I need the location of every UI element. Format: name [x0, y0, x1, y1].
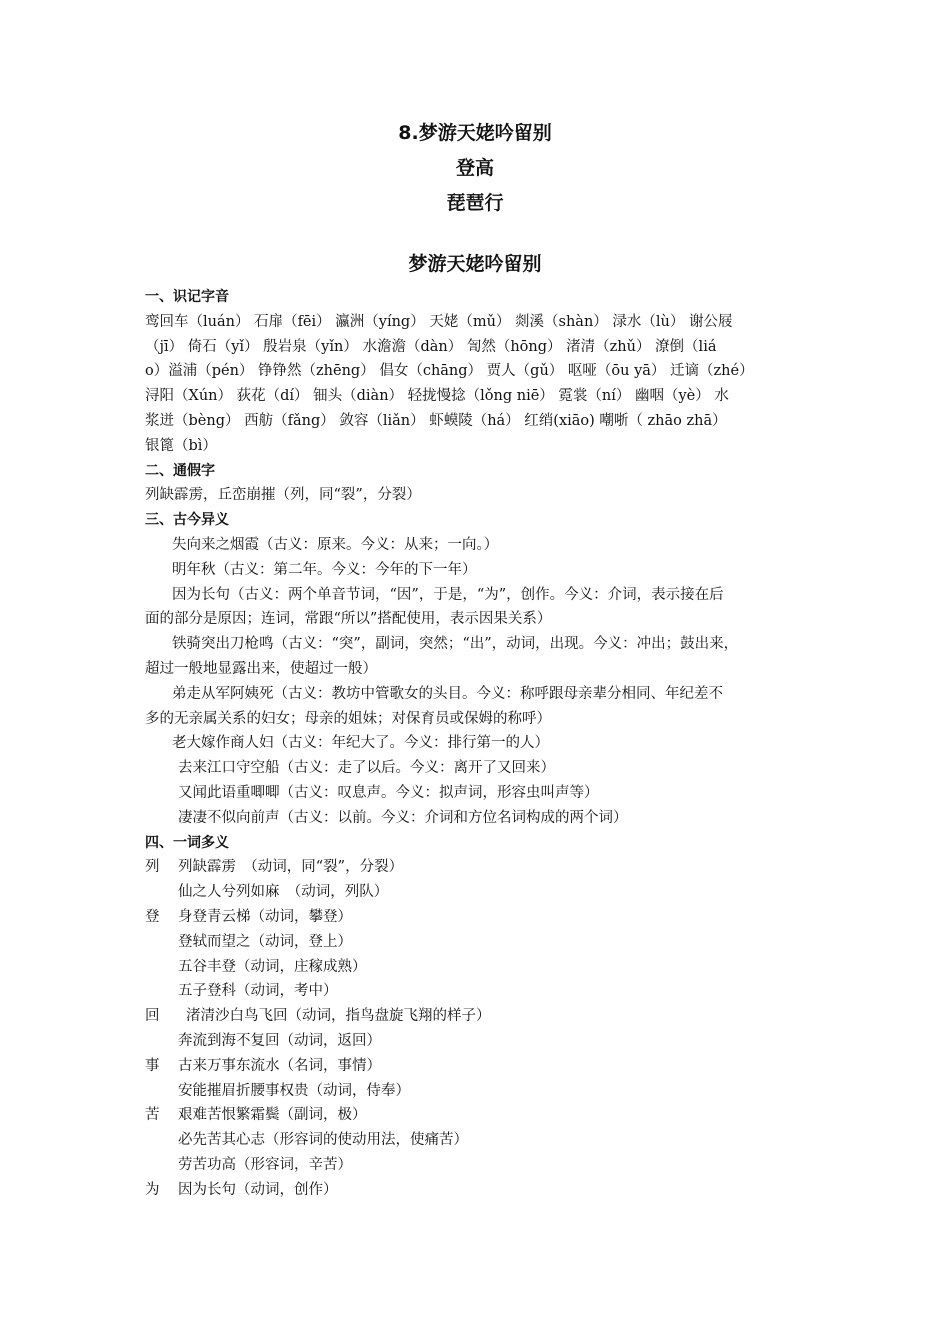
- polysemy-example: 五子登科（动词，考中）: [178, 983, 338, 1000]
- polysemy-row: [145, 1153, 820, 1178]
- meaning-line: 铁骑突出刀枪鸣（古义：“突”，副词，突然；“出”，动词，出现。今义：冲出；鼓出来，: [172, 636, 739, 653]
- meaning-line: 面的部分是原因；连词，常跟“所以”搭配使用，表示因果关系）: [145, 611, 552, 628]
- polysemy-char: 回: [145, 1008, 160, 1025]
- polysemy-row: [145, 880, 820, 905]
- polysemy-row: [145, 1029, 820, 1054]
- heading-interchangeable-chars: 二、通假字: [145, 462, 215, 479]
- meaning-line: 因为长句（古义：两个单音节词，“因”，于是，“为”，创作。今义：介词，表示接在后: [172, 586, 724, 603]
- polysemy-example: 身登青云梯（动词，攀登）: [178, 908, 352, 925]
- polysemy-char: 苦: [145, 1107, 160, 1124]
- heading-pronunciation: 一、识记字音: [145, 289, 229, 305]
- polysemy-example: 必先苦其心志（形容词的使动用法，使痛苦）: [178, 1132, 468, 1149]
- meaning-line: 老大嫁作商人妇（古义：年纪大了。今义：排行第一的人）: [172, 735, 549, 752]
- polysemy-example: 因为长句（动词，创作）: [178, 1181, 338, 1198]
- polysemy-row: [145, 930, 820, 955]
- meaning-line: 多的无亲属关系的妇女；母亲的姐妹；对保育员或保姆的称呼）: [145, 710, 551, 727]
- polysemy-row: [145, 955, 820, 980]
- meaning-line: 超过一般地显露出来，使超过一般）: [145, 660, 377, 677]
- polysemy-row: [145, 1004, 820, 1029]
- heading-polysemy: 四、一词多义: [145, 834, 229, 851]
- meaning-line: 凄凄不似向前声（古义：以前。今义：介词和方位名词构成的两个词）: [178, 809, 628, 826]
- polysemy-char: 列: [145, 859, 160, 876]
- notes-body: [145, 285, 820, 1202]
- polysemy-example: 安能摧眉折腰事权贵（动词，侍奉）: [178, 1082, 410, 1099]
- polysemy-example: 登轼而望之（动词，登上）: [178, 933, 352, 950]
- title-denggao: 登高: [455, 157, 494, 179]
- polysemy-row: [145, 1079, 820, 1104]
- pronunciation-line: （jī） 倚石（yǐ） 殷岩泉（yǐn） 水澹澹（dàn） 訇然（hōng） 渚清（zhǔ） 潦倒（liá: [145, 338, 717, 355]
- polysemy-char: 事: [145, 1057, 160, 1074]
- polysemy-row: [145, 1178, 820, 1203]
- polysemy-example: 仙之人兮列如麻 （动词，列队）: [178, 884, 389, 901]
- meaning-line: 失向来之烟霞（古义：原来。今义：从来；一向。）: [172, 536, 499, 553]
- polysemy-row: [145, 1103, 820, 1128]
- polysemy-row: [145, 1128, 820, 1153]
- meaning-line: 明年秋（古义：第二年。今义：今年的下一年）: [172, 561, 477, 578]
- pronunciation-line: 鸾回车（luán） 石扉（fēi） 瀛洲（yíng） 天姥（mǔ） 剡溪（shàn） 渌水（lù） 谢公屐: [145, 313, 733, 330]
- polysemy-example: 列缺霹雳 （动词，同“裂”，分裂）: [178, 859, 404, 876]
- main-title: 8.梦游天姥吟留别: [398, 122, 552, 144]
- polysemy-char: 登: [145, 908, 160, 925]
- polysemy-row: [145, 1054, 820, 1079]
- polysemy-row: [145, 905, 820, 930]
- pronunciation-line: 银篦（bì）: [145, 437, 217, 454]
- polysemy-example: 劳苦功高（形容词，辛苦）: [178, 1156, 352, 1173]
- title-block: [145, 116, 805, 221]
- pronunciation-line: o）溢浦（pén） 铮铮然（zhēng） 倡女（chāng） 贾人（gǔ） 呕哑（ōu yā） 迁谪（zhé）: [145, 363, 754, 380]
- pronunciation-line: 浆迸（bèng） 西舫（fǎng） 敛容（liǎn） 虾蟆陵（há） 红绡(xiāo) 嘲哳（ zhāo zhā）: [145, 412, 727, 429]
- polysemy-row: [145, 855, 820, 880]
- meaning-line: 去来江口守空船（古义：走了以后。今义：离开了又回来）: [178, 760, 555, 777]
- pronunciation-line: 浔阳（Xún） 荻花（dí） 钿头（diàn） 轻拢慢捻（lǒng niē） 霓裳（ní） 幽咽（yè） 水: [145, 388, 729, 405]
- polysemy-char: 为: [145, 1181, 160, 1198]
- polysemy-example: 渚清沙白鸟飞回（动词，指鸟盘旋飞翔的样子）: [186, 1008, 491, 1025]
- meaning-line: 又闻此语重唧唧（古义：叹息声。今义：拟声词，形容虫叫声等）: [178, 784, 599, 801]
- polysemy-example: 艰难苦恨繁霜鬓（副词，极）: [178, 1107, 367, 1124]
- polysemy-example: 古来万事东流水（名词，事情）: [178, 1057, 381, 1074]
- polysemy-example: 五谷丰登（动词，庄稼成熟）: [178, 958, 367, 975]
- polysemy-row: [145, 979, 820, 1004]
- polysemy-example: 奔流到海不复回（动词，返回）: [178, 1032, 381, 1049]
- heading-ancient-modern-meaning: 三、古今异义: [145, 512, 229, 529]
- section-title: 梦游天姥吟留别: [408, 253, 542, 275]
- title-pipaxing: 琵琶行: [446, 192, 504, 214]
- interchangeable-line: 列缺霹雳，丘峦崩摧（列，同“裂”，分裂）: [145, 487, 421, 504]
- meaning-line: 弟走从军阿姨死（古义：教坊中管歌女的头目。今义：称呼跟母亲辈分相同、年纪差不: [172, 685, 723, 702]
